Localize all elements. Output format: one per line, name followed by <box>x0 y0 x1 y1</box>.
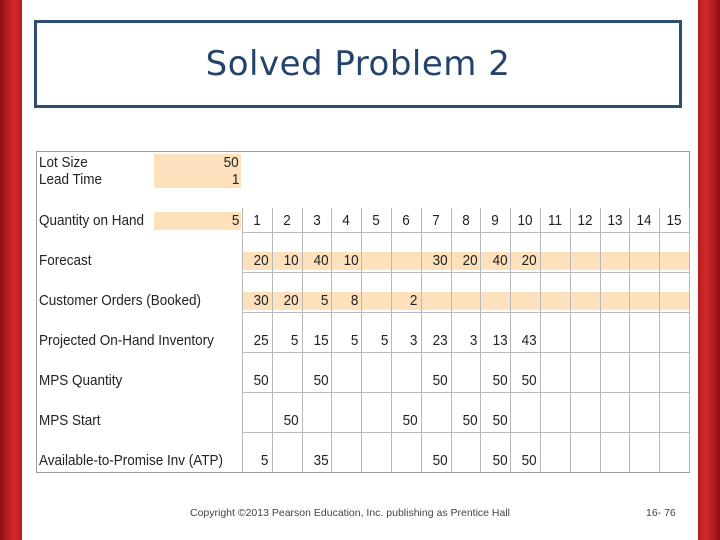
right-red-border <box>698 0 720 540</box>
table-cell: 5 <box>291 332 299 349</box>
period-header: 9 <box>491 212 500 229</box>
period-header: 15 <box>666 212 682 229</box>
mps-grid <box>37 152 689 472</box>
table-cell: 10 <box>283 252 299 269</box>
mps-table <box>36 151 690 473</box>
row-label: Customer Orders (Booked) <box>39 292 202 309</box>
lead-time-value: 1 <box>231 171 239 188</box>
lead-time-label: Lead Time <box>39 171 103 188</box>
row-label: Forecast <box>39 252 92 269</box>
table-cell: 30 <box>253 292 269 309</box>
table-cell: 20 <box>283 292 299 309</box>
footer-page-number: 16- 76 <box>646 507 676 519</box>
row-label: MPS Quantity <box>39 372 123 389</box>
table-cell: 30 <box>432 252 448 269</box>
period-header: 1 <box>253 212 261 229</box>
period-header: 13 <box>606 212 623 229</box>
table-cell: 50 <box>253 372 269 389</box>
period-header: 12 <box>577 212 593 229</box>
period-header: 14 <box>636 212 652 229</box>
grid-hline <box>242 392 689 393</box>
slide-title: Solved Problem 2 <box>205 44 511 84</box>
table-cell: 8 <box>350 292 359 309</box>
qoh-highlight <box>154 212 241 230</box>
table-cell: 20 <box>253 252 269 269</box>
grid-hline <box>242 352 689 353</box>
row-label: MPS Start <box>39 412 101 429</box>
table-cell: 2 <box>410 292 418 309</box>
grid-hline <box>242 232 689 233</box>
lot-size-value: 50 <box>223 154 239 171</box>
table-cell: 40 <box>313 252 329 269</box>
quantity-on-hand-value: 5 <box>231 212 239 229</box>
period-header: 10 <box>517 212 533 229</box>
table-cell: 13 <box>492 332 508 349</box>
period-header: 11 <box>547 212 562 229</box>
title-box <box>34 20 682 108</box>
footer-copyright: Copyright ©2013 Pearson Education, Inc. publishing as Prentice Hall <box>190 507 511 519</box>
period-header: 6 <box>402 212 410 229</box>
table-cell: 3 <box>410 332 418 349</box>
table-cell: 50 <box>492 412 508 429</box>
orders-band <box>242 292 689 310</box>
table-cell: 35 <box>313 452 329 469</box>
quantity-on-hand-label: Quantity on Hand <box>39 212 145 229</box>
table-cell: 50 <box>521 452 537 469</box>
row-label: Projected On-Hand Inventory <box>39 332 214 349</box>
row-label: Available-to-Promise Inv (ATP) <box>39 452 224 469</box>
table-cell: 50 <box>521 372 537 389</box>
period-header: 7 <box>431 212 440 229</box>
table-cell: 10 <box>343 252 359 269</box>
table-cell: 25 <box>253 332 269 349</box>
table-cell: 50 <box>492 372 508 389</box>
table-cell: 3 <box>469 332 478 349</box>
grid-vline <box>689 208 690 472</box>
table-cell: 20 <box>521 252 537 269</box>
table-cell: 50 <box>492 452 508 469</box>
table-cell: 20 <box>462 252 478 269</box>
table-cell: 50 <box>432 372 448 389</box>
table-cell: 5 <box>350 332 359 349</box>
period-header: 3 <box>312 212 321 229</box>
table-cell: 40 <box>492 252 508 269</box>
table-cell: 15 <box>313 332 329 349</box>
table-cell: 50 <box>462 412 478 429</box>
table-cell: 50 <box>402 412 418 429</box>
period-header: 2 <box>282 212 291 229</box>
grid-hline <box>242 312 689 313</box>
table-cell: 5 <box>261 452 269 469</box>
table-cell: 5 <box>380 332 388 349</box>
left-red-border <box>0 0 22 540</box>
table-cell: 50 <box>432 452 448 469</box>
table-cell: 23 <box>432 332 448 349</box>
grid-hline <box>242 432 689 433</box>
slide <box>22 0 698 540</box>
table-cell: 50 <box>283 412 299 429</box>
grid-hline <box>242 272 689 273</box>
period-header: 5 <box>372 212 380 229</box>
table-cell: 43 <box>521 332 537 349</box>
period-header: 8 <box>461 212 470 229</box>
table-cell: 5 <box>320 292 329 309</box>
period-header: 4 <box>342 212 351 229</box>
table-cell: 50 <box>313 372 329 389</box>
lot-size-label: Lot Size <box>39 154 88 171</box>
